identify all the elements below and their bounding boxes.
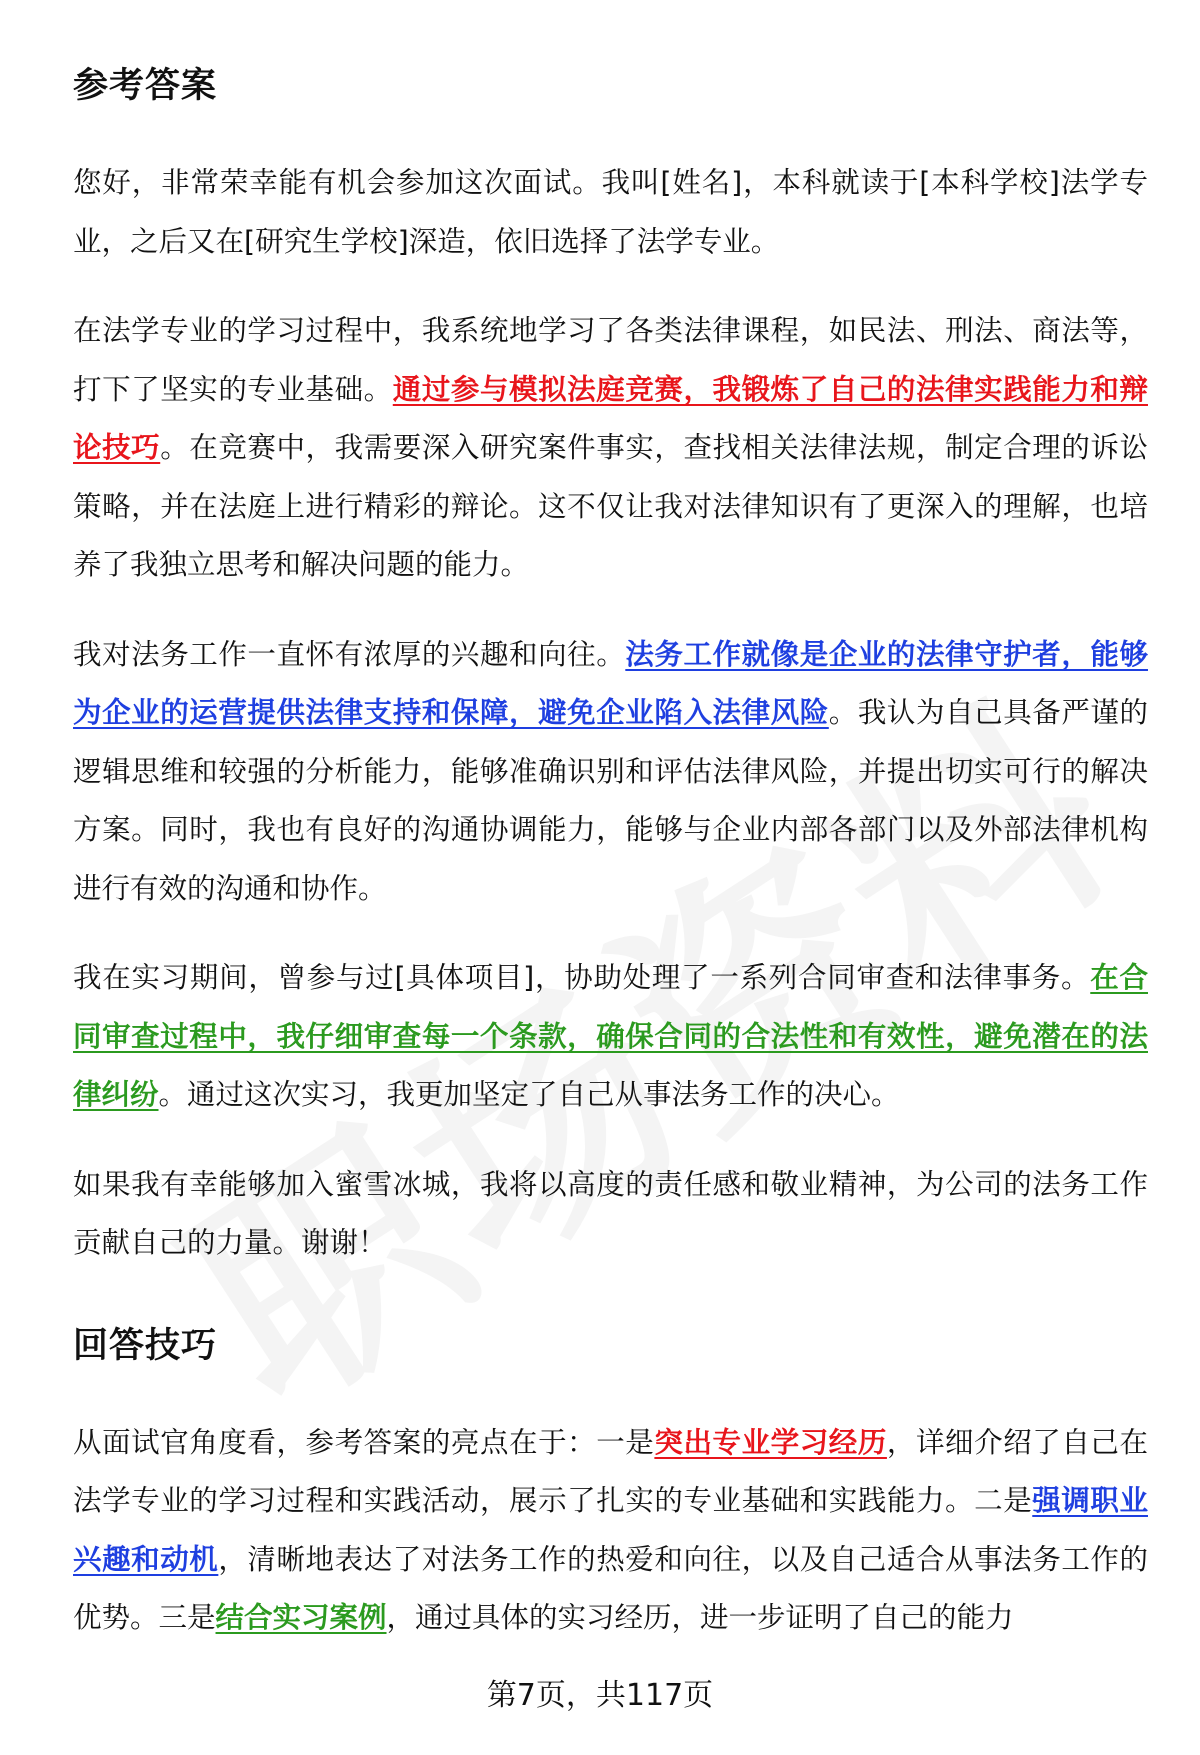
text-run: 。我认为自己具备严谨的逻辑思维和较强的分析能力，能够准确识别和评估法律风险，并提出切实可行的解决方案。同时，我也有良好的沟通协调能力，能够与企业内部各部门以及外部法律机构进行有效的沟通和协作。 bbox=[73, 696, 1148, 905]
highlight-red: 通过参与模拟法庭竞赛，我锻炼了自己的法律实践能力和辩论技巧 bbox=[73, 372, 1148, 464]
text-run: ，清晰地表达了对法务工作的热爱和向往，以及自己适合从事法务工作的优势。三是 bbox=[73, 1542, 1148, 1634]
highlight-green: 结合实习案例 bbox=[215, 1601, 387, 1634]
document-content bbox=[73, 62, 1148, 1679]
text-run: 我对法务工作一直怀有浓厚的兴趣和向往。 bbox=[73, 637, 626, 671]
paragraph-interest bbox=[73, 626, 1148, 919]
text-run: ，详细介绍了自己在法学专业的学习过程和实践活动，展示了扎实的专业基础和实践能力。二是 bbox=[73, 1425, 1148, 1517]
answer-tips-section bbox=[73, 1322, 1148, 1648]
highlight-green: 在合同审查过程中，我仔细审查每一个条款，确保合同的合法性和有效性，避免潜在的法律纠纷 bbox=[73, 961, 1148, 1111]
paragraph-study bbox=[73, 302, 1148, 595]
text-run: 。通过这次实习，我更加坚定了自己从事法务工作的决心。 bbox=[158, 1078, 900, 1111]
paragraph-intro bbox=[73, 154, 1148, 271]
text-run: 从面试官角度看，参考答案的亮点在于：一是 bbox=[73, 1425, 655, 1459]
paragraph-internship bbox=[73, 949, 1148, 1125]
text-run: 在法学专业的学习过程中，我系统地学习了各类法律课程，如民法、刑法、商法等，打下了坚实的专业基础。 bbox=[73, 314, 1148, 406]
highlight-blue: 法务工作就像是企业的法律守护者，能够为企业的运营提供法律支持和保障，避免企业陷入法律风险 bbox=[73, 637, 1148, 729]
text-run: 我在实习期间，曾参与过[具体项目]，协助处理了一系列合同审查和法律事务。 bbox=[73, 961, 1091, 994]
text-run: ，通过具体的实习经历，进一步证明了自己的能力 bbox=[386, 1601, 1014, 1634]
reference-answer-section bbox=[73, 62, 1148, 1273]
paragraph-tips bbox=[73, 1414, 1148, 1648]
highlight-blue: 强调职业兴趣和动机 bbox=[73, 1484, 1148, 1576]
highlight-red: 突出专业学习经历 bbox=[654, 1425, 887, 1459]
text-run: 您好，非常荣幸能有机会参加这次面试。我叫[姓名]，本科就读于[本科学校]法学专业，之后又在[研究生学校]深造，依旧选择了法学专业。 bbox=[73, 166, 1148, 258]
text-run: 。在竞赛中，我需要深入研究案件事实，查找相关法律法规，制定合理的诉讼策略，并在法庭上进行精彩的辩论。这不仅让我对法律知识有了更深入的理解，也培养了我独立思考和解决问题的能力。 bbox=[73, 431, 1148, 581]
text-run: 如果我有幸能够加入蜜雪冰城，我将以高度的责任感和敬业精神，为公司的法务工作贡献自己的力量。谢谢！ bbox=[73, 1167, 1148, 1259]
section-title: 参考答案 bbox=[73, 66, 218, 106]
paragraph-closing bbox=[73, 1156, 1148, 1273]
section-title: 回答技巧 bbox=[73, 1325, 218, 1366]
page-number-footer: 第7页，共117页 bbox=[486, 1678, 714, 1713]
